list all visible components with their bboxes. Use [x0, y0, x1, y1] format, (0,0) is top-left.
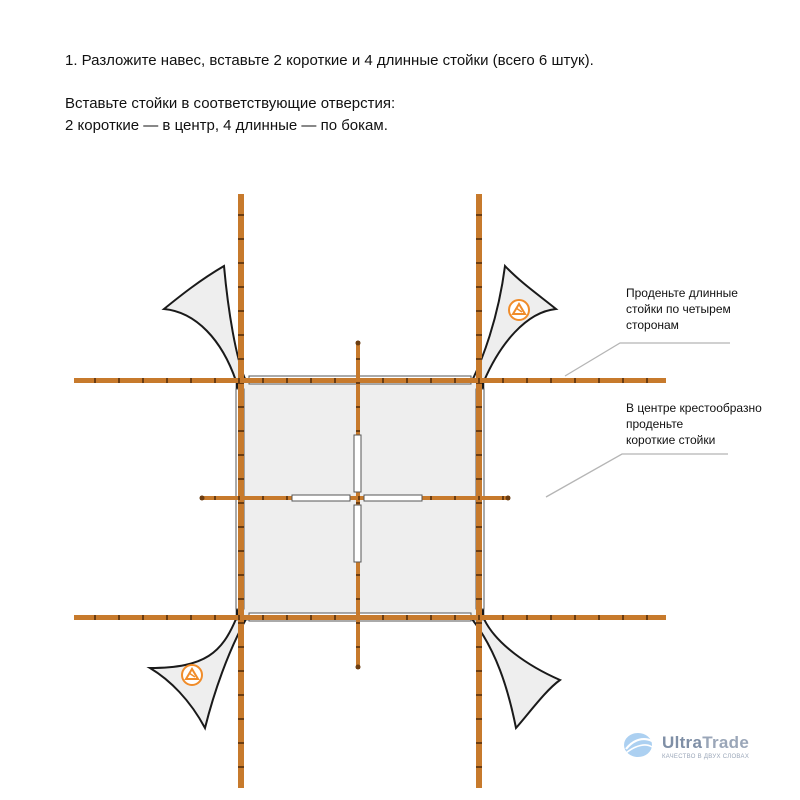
corner-flap-bottom-right	[472, 619, 560, 728]
brand-name-ultra: Ultra	[662, 733, 703, 752]
callout-short-poles	[626, 400, 796, 448]
long-pole-top	[74, 378, 666, 383]
brand-logo	[620, 733, 749, 760]
callout-long-line-3: сторонам	[626, 318, 679, 332]
tent-brand-icon	[509, 300, 529, 320]
callout-short-line-3: короткие стойки	[626, 433, 716, 447]
callout-long-line-1: Проденьте длинные	[626, 286, 738, 300]
brand-name-trade: Trade	[702, 733, 750, 752]
long-pole-bottom	[74, 615, 666, 620]
brand-name	[662, 733, 749, 753]
long-pole-right	[476, 194, 482, 788]
callout-short-line-1: В центре крестообразно	[626, 401, 762, 415]
instruction-line-2: 2 короткие — в центр, 4 длинные — по бокам.	[65, 117, 388, 134]
corner-flap-top-left	[164, 266, 246, 381]
instruction-line-1: Вставьте стойки в соответствующие отверстия:	[65, 95, 396, 112]
short-pole-horizontal	[200, 496, 510, 500]
callout-long-poles	[626, 285, 786, 333]
brand-text	[662, 733, 749, 760]
corner-flap-top-right	[472, 266, 556, 381]
callout-short-line-2: проденьте	[626, 417, 684, 431]
step-title: 1. Разложите навес, вставьте 2 короткие и 4 длинные стойки (всего 6 штук).	[65, 52, 594, 69]
callout-long-line-2: стойки по четырем	[626, 302, 731, 316]
long-pole-left	[238, 194, 244, 788]
tent-brand-icon	[182, 665, 202, 685]
brand-tagline: КАЧЕСТВО В ДВУХ СЛОВАХ	[662, 754, 750, 760]
